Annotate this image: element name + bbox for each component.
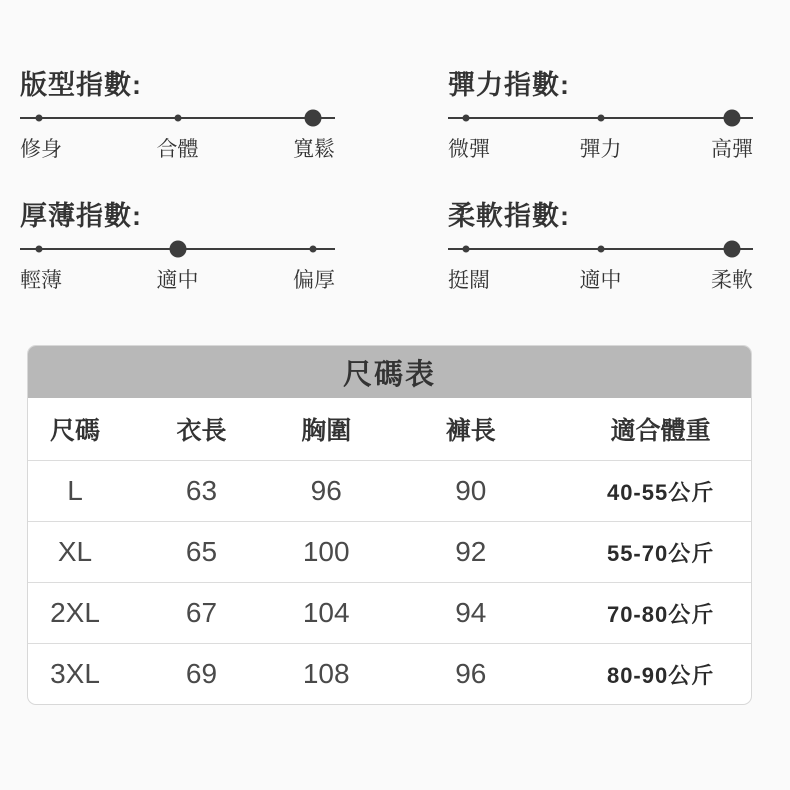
column-header: 衣長: [176, 417, 227, 445]
scale-label: 適中: [579, 269, 622, 292]
length-cell: 67: [185, 597, 218, 628]
scale-dot: [597, 246, 604, 253]
scale-labels: [448, 270, 753, 292]
scale-label: 微彈: [448, 138, 490, 161]
size-cell: L: [67, 475, 83, 506]
weight-range-cell: 55-70公斤: [606, 540, 715, 566]
pants-length-cell: 94: [455, 597, 487, 628]
indicator-scale: [448, 109, 753, 127]
scale-dot: [169, 241, 186, 258]
column-header: 褲長: [445, 417, 496, 445]
length-cell: 69: [185, 658, 218, 689]
scale-dot: [597, 115, 604, 122]
pants-length-cell: 96: [455, 658, 487, 689]
column-header: 適合體重: [610, 417, 711, 445]
product-indicators: [0, 0, 790, 292]
scale-label: 輕薄: [20, 269, 62, 292]
length-cell: 63: [185, 475, 218, 506]
indicator-title: 版型指數:: [20, 70, 142, 100]
size-cell: XL: [57, 536, 93, 567]
scale-dot: [309, 246, 316, 253]
scale-dot: [35, 246, 42, 253]
table-row: [28, 460, 751, 521]
length-cell: 65: [185, 536, 218, 567]
chest-cell: 96: [310, 475, 342, 506]
scale-dot: [463, 115, 470, 122]
chest-cell: 100: [302, 536, 350, 567]
weight-range-cell: 80-90公斤: [606, 662, 715, 688]
scale-labels: [20, 139, 335, 161]
scale-label: 適中: [156, 269, 199, 292]
indicator-scale: [20, 240, 335, 258]
size-table-header-row: [28, 398, 751, 460]
indicator-title: 彈力指數:: [448, 70, 570, 100]
chest-cell: 108: [302, 658, 350, 689]
table-row: [28, 643, 751, 704]
indicator-title: 柔軟指數:: [448, 201, 570, 231]
scale-label: 柔軟: [711, 269, 753, 292]
pants-length-cell: 92: [455, 536, 487, 567]
scale-labels: [448, 139, 753, 161]
size-cell: 3XL: [50, 658, 100, 689]
thickness-index-indicator: [20, 202, 335, 292]
weight-range-cell: 70-80公斤: [606, 601, 715, 627]
scale-label: 彈力: [579, 138, 622, 161]
scale-label: 合體: [156, 138, 199, 161]
elasticity-index-indicator: [448, 71, 753, 161]
scale-label: 寬鬆: [293, 138, 335, 161]
scale-dot: [723, 241, 740, 258]
scale-dot: [723, 110, 740, 127]
size-table-title: 尺碼表: [28, 346, 751, 398]
size-table: [27, 345, 752, 705]
scale-label: 偏厚: [293, 269, 335, 292]
table-row: [28, 521, 751, 582]
table-row: [28, 582, 751, 643]
scale-label: 修身: [20, 138, 62, 161]
column-header: 尺碼: [49, 417, 100, 445]
scale-dot: [174, 115, 181, 122]
scale-label: 高彈: [711, 138, 753, 161]
indicator-scale: [20, 109, 335, 127]
size-cell: 2XL: [50, 597, 100, 628]
scale-dot: [35, 115, 42, 122]
indicator-scale: [448, 240, 753, 258]
scale-dot: [304, 110, 321, 127]
column-header: 胸圍: [301, 417, 352, 445]
weight-range-cell: 40-55公斤: [606, 479, 715, 505]
fit-index-indicator: [20, 71, 335, 161]
pants-length-cell: 90: [455, 475, 487, 506]
scale-dot: [463, 246, 470, 253]
chest-cell: 104: [302, 597, 350, 628]
softness-index-indicator: [448, 202, 753, 292]
scale-labels: [20, 270, 335, 292]
scale-label: 挺闊: [448, 269, 490, 292]
indicator-title: 厚薄指數:: [20, 201, 142, 231]
